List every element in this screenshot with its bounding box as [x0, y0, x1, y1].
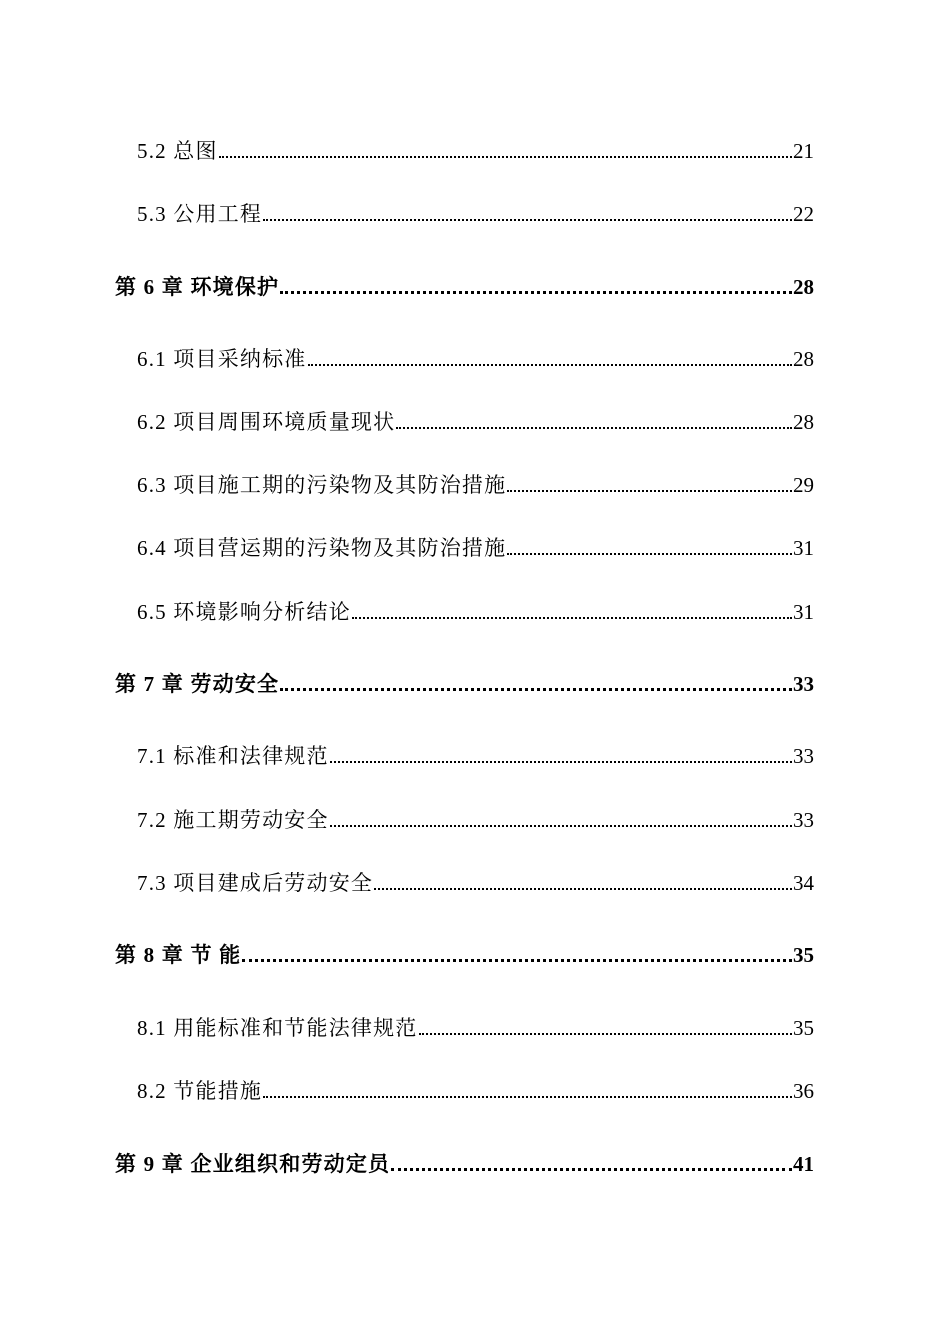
toc-entry-label: 7.2 施工期劳动安全	[137, 808, 329, 832]
toc-page-number: 33	[793, 672, 814, 696]
toc-chapter-8[interactable]	[0, 936, 950, 968]
toc-page-number: 28	[793, 347, 814, 371]
toc-entry-label: 6.1 项目采纳标准	[137, 347, 307, 371]
dot-leader	[396, 427, 792, 429]
dot-leader	[280, 688, 792, 691]
toc-entry-label: 6.2 项目周围环境质量现状	[137, 410, 396, 434]
toc-entry-label: 7.3 项目建成后劳动安全	[137, 871, 374, 895]
toc-entry-label: 8.1 用能标准和节能法律规范	[137, 1016, 418, 1040]
dot-leader	[219, 156, 792, 158]
dot-leader	[242, 959, 792, 962]
toc-page-number: 33	[793, 808, 814, 832]
toc-entry-label: 8.2 节能措施	[137, 1079, 263, 1103]
toc-page-number: 29	[793, 473, 814, 497]
toc-entry-label: 6.5 环境影响分析结论	[137, 600, 351, 624]
toc-page-number: 36	[793, 1079, 814, 1103]
toc-chapter-label: 第 6 章 环境保护	[115, 275, 280, 299]
dot-leader	[280, 291, 792, 294]
toc-entry-7-1[interactable]	[0, 737, 950, 769]
dot-leader	[507, 490, 792, 492]
toc-entry-label: 6.4 项目营运期的污染物及其防治措施	[137, 536, 507, 560]
toc-entry-6-4[interactable]	[0, 529, 950, 561]
toc-page-number: 41	[793, 1152, 814, 1176]
toc-entry-6-1[interactable]	[0, 340, 950, 372]
toc-entry-label: 5.2 总图	[137, 139, 218, 163]
toc-page-number: 28	[793, 410, 814, 434]
dot-leader	[391, 1168, 792, 1171]
toc-entry-6-3[interactable]	[0, 466, 950, 498]
toc-chapter-label: 第 8 章 节 能	[115, 943, 242, 967]
toc-entry-label: 5.3 公用工程	[137, 202, 263, 226]
toc-chapter-6[interactable]	[0, 268, 950, 300]
dot-leader	[330, 825, 792, 827]
toc-page-number: 31	[793, 536, 814, 560]
toc-page-number: 35	[793, 943, 814, 967]
toc-page-number: 21	[793, 139, 814, 163]
dot-leader	[308, 364, 793, 366]
dot-leader	[352, 617, 792, 619]
toc-entry-6-5[interactable]	[0, 593, 950, 625]
toc-entry-5-3[interactable]	[0, 195, 950, 227]
toc-entry-label: 6.3 项目施工期的污染物及其防治措施	[137, 473, 507, 497]
toc-page-number: 22	[793, 202, 814, 226]
dot-leader	[330, 761, 792, 763]
toc-page-number: 35	[793, 1016, 814, 1040]
toc-entry-label: 7.1 标准和法律规范	[137, 744, 329, 768]
toc-chapter-label: 第 9 章 企业组织和劳动定员	[115, 1152, 391, 1176]
toc-entry-8-2[interactable]	[0, 1072, 950, 1104]
dot-leader	[374, 888, 792, 890]
toc-entry-5-2[interactable]	[0, 132, 950, 164]
toc-page-number: 31	[793, 600, 814, 624]
toc-entry-7-3[interactable]	[0, 864, 950, 896]
toc-page-number: 34	[793, 871, 814, 895]
dot-leader	[263, 1096, 792, 1098]
toc-chapter-9[interactable]	[0, 1145, 950, 1177]
toc-entry-7-2[interactable]	[0, 801, 950, 833]
dot-leader	[507, 553, 792, 555]
toc-chapter-7[interactable]	[0, 665, 950, 697]
dot-leader	[263, 219, 792, 221]
toc-entry-6-2[interactable]	[0, 403, 950, 435]
toc-entry-8-1[interactable]	[0, 1009, 950, 1041]
dot-leader	[419, 1033, 793, 1035]
toc-page-number: 33	[793, 744, 814, 768]
toc-page-number: 28	[793, 275, 814, 299]
toc-chapter-label: 第 7 章 劳动安全	[115, 672, 280, 696]
